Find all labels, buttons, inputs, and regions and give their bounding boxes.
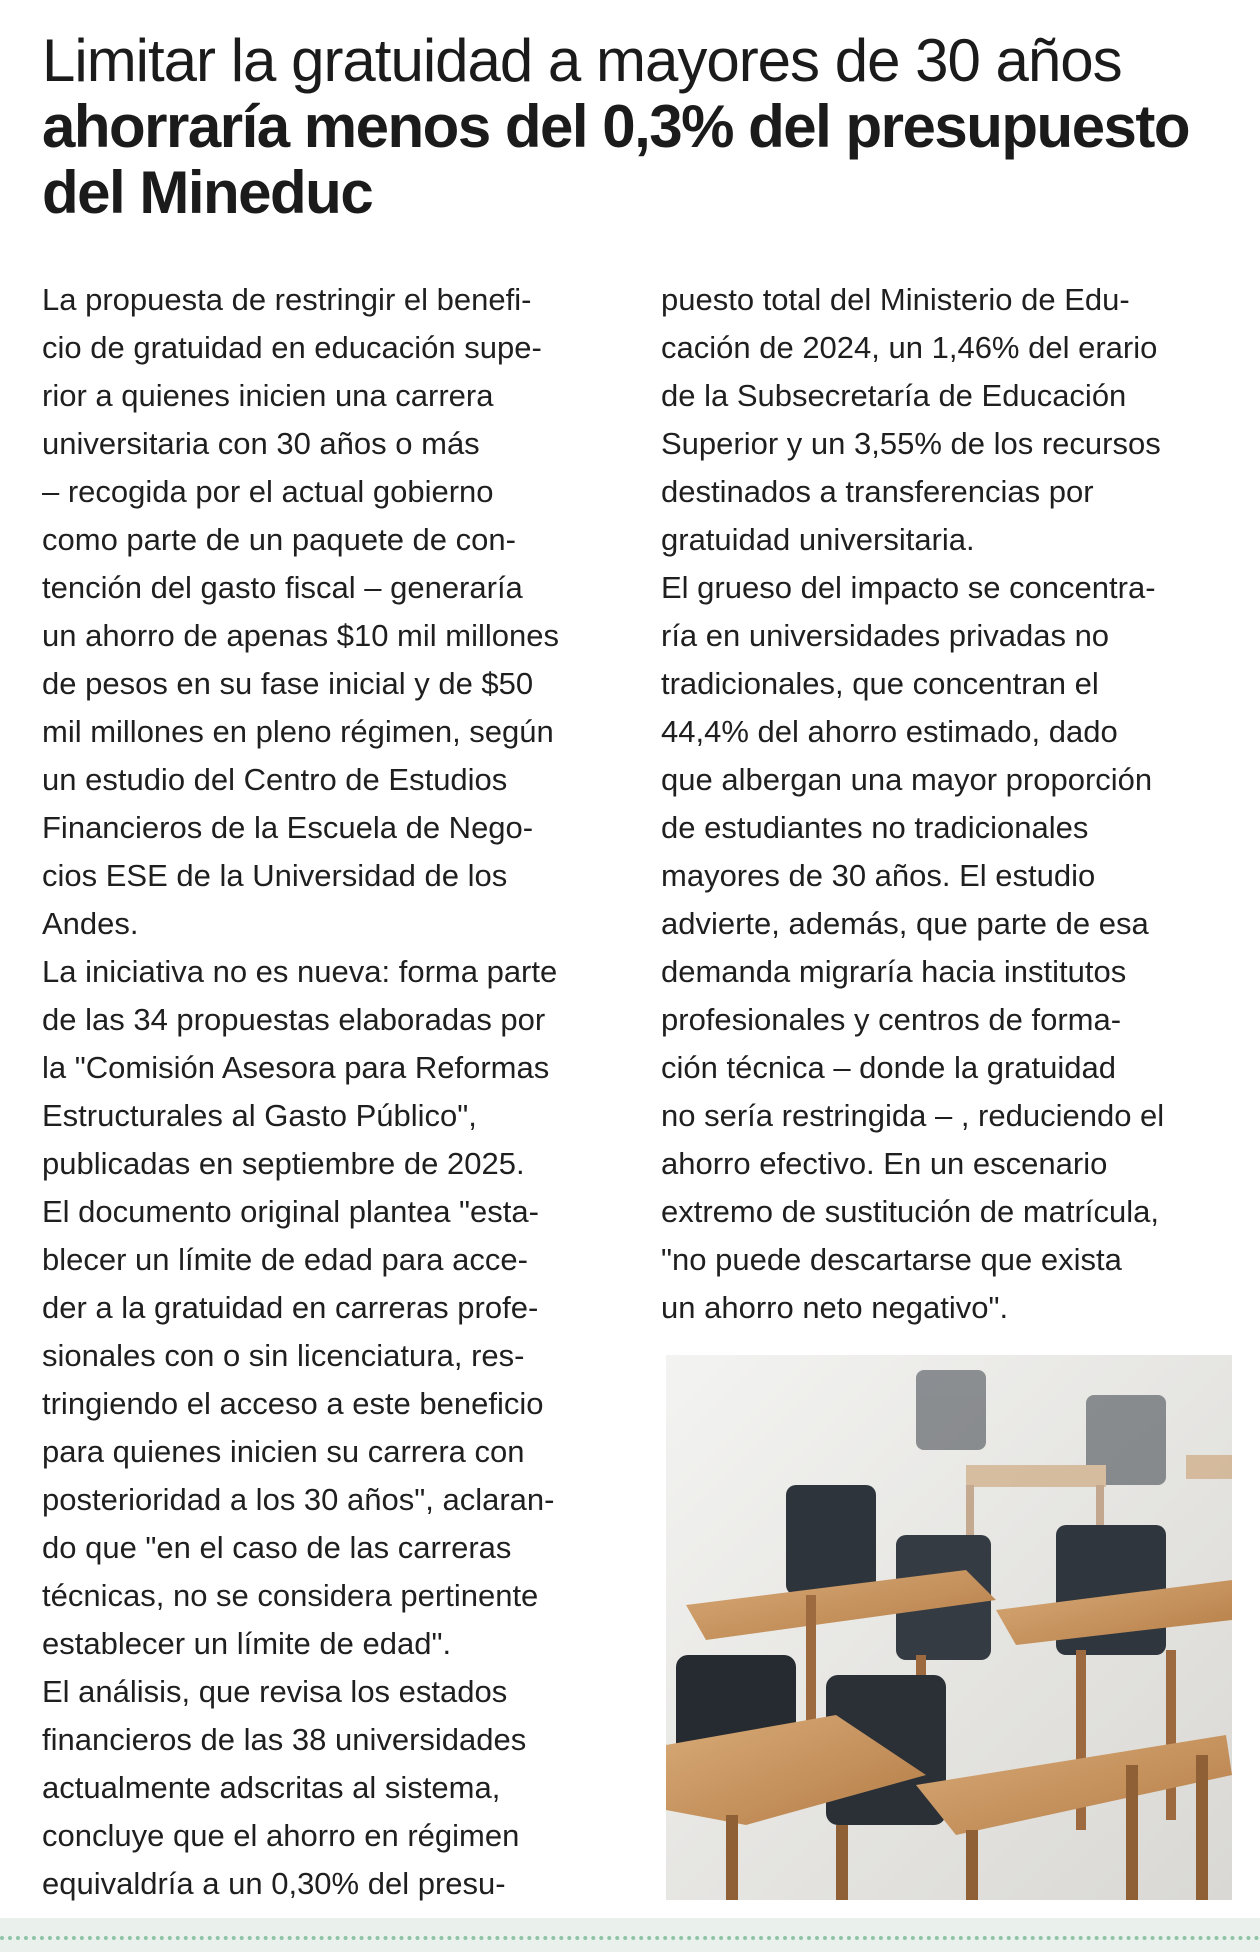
paragraph: La propuesta de restringir el benefi- cio de gratuidad en educación supe- rior a quienes inicien una carrera universitaria con 30 años o más – recogida por el actual gobierno como parte de un paquete de con- tención del gasto fiscal – generaría un ahorro de apenas $10 mil millones de pesos en su fase inicial y de $50 mil millones en pleno régimen, según un estudio del Centro de Estudios Financieros de la Escuela de Nego- cios ESE de la Universidad de los Andes. (42, 282, 559, 941)
headline-line-light: Limitar la gratuidad a mayores de 30 años (42, 27, 1122, 94)
dotted-border (0, 1936, 1260, 1940)
headline (42, 28, 1242, 226)
paragraph: El análisis, que revisa los estados financieros de las 38 universidades actualmente adscritas al sistema, concluye que el ahorro en régimen equivaldría a un 0,30% del presu- (42, 1674, 527, 1901)
chairs-illustration (666, 1355, 1232, 1900)
paragraph: El documento original plantea "esta- blecer un límite de edad para acce- der a la gratuidad en carreras profe- sionales con o sin licenciatura, res- tringiendo el acceso a este beneficio para quienes inicien su carrera con posterioridad a los 30 años", aclaran- do que "en el caso de las carreras técnicas, no se considera pertinente establecer un límite de edad". (42, 1194, 555, 1661)
article-column-right (661, 276, 1251, 1332)
classroom-chairs-photo (666, 1355, 1232, 1900)
paragraph: puesto total del Ministerio de Edu- cación de 2024, un 1,46% del erario de la Subsecretaría de Educación Superior y un 3,55% de los recursos destinados a transferencias por gratuidad universitaria. (661, 282, 1161, 557)
paragraph: El grueso del impacto se concentra- ría en universidades privadas no tradicionales, que concentran el 44,4% del ahorro estimado, dado que albergan una mayor proporción de estudiantes no tradicionales mayores de 30 años. El estudio advierte, además, que parte de esa demanda migraría hacia institutos profesionales y centros de forma- ción técnica – donde la gratuidad no sería restringida – , reduciendo el ahorro efectivo. En un escenario extremo de sustitución de matrícula, "no puede descartarse que exista un ahorro neto negativo". (661, 570, 1165, 1325)
article-column-left (42, 276, 632, 1908)
headline-line-bold: ahorraría menos del 0,3% del presupuesto del Mineduc (42, 93, 1190, 226)
paragraph: La iniciativa no es nueva: forma parte de las 34 propuestas elaboradas por la "Comisión Asesora para Reformas Estructurales al Gasto Público", publicadas en septiembre de 2025. (42, 954, 558, 1181)
